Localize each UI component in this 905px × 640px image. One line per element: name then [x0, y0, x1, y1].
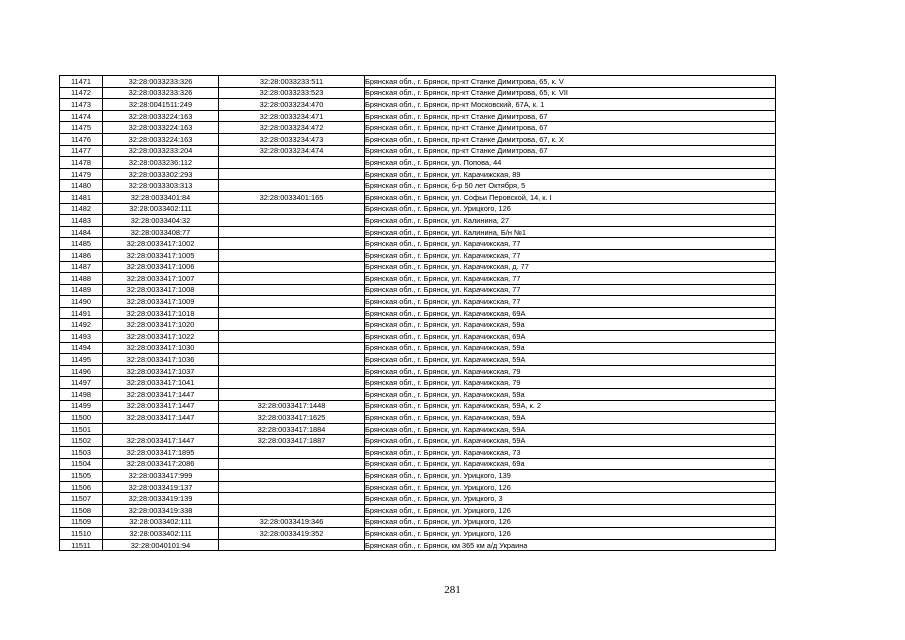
row-number-cell: 11482 — [60, 203, 103, 215]
row-number-cell: 11489 — [60, 284, 103, 296]
sub-cadastral-number-cell — [219, 377, 365, 389]
table-row — [60, 261, 776, 273]
row-number-cell: 11502 — [60, 435, 103, 447]
sub-cadastral-number-cell — [219, 354, 365, 366]
cadastral-number-cell: 32:28:0033419:338 — [103, 504, 219, 516]
address-cell: Брянская обл., г. Брянск, б-р 50 лет Октября, 5 — [365, 180, 776, 192]
table-row — [60, 226, 776, 238]
row-number-cell: 11474 — [60, 110, 103, 122]
table-row — [60, 493, 776, 505]
sub-cadastral-number-cell — [219, 238, 365, 250]
row-number-cell: 11496 — [60, 365, 103, 377]
row-number-cell: 11476 — [60, 133, 103, 145]
sub-cadastral-number-cell — [219, 319, 365, 331]
cadastral-number-cell: 32:28:0033417:1022 — [103, 331, 219, 343]
sub-cadastral-number-cell — [219, 203, 365, 215]
table-row — [60, 122, 776, 134]
sub-cadastral-number-cell — [219, 180, 365, 192]
row-number-cell: 11501 — [60, 423, 103, 435]
table-row — [60, 76, 776, 88]
sub-cadastral-number-cell: 32:28:0033233:523 — [219, 87, 365, 99]
table-row — [60, 249, 776, 261]
address-cell: Брянская обл., г. Брянск, ул. Карачижская, 59а — [365, 342, 776, 354]
table-row — [60, 539, 776, 551]
row-number-cell: 11497 — [60, 377, 103, 389]
sub-cadastral-number-cell — [219, 447, 365, 459]
table-row — [60, 342, 776, 354]
address-cell: Брянская обл., г. Брянск, ул. Карачижская, 59А — [365, 354, 776, 366]
table-row — [60, 157, 776, 169]
row-number-cell: 11478 — [60, 157, 103, 169]
table-row — [60, 273, 776, 285]
table-row — [60, 284, 776, 296]
sub-cadastral-number-cell — [219, 342, 365, 354]
sub-cadastral-number-cell: 32:28:0033417:1448 — [219, 400, 365, 412]
cadastral-number-cell: 32:28:0033401:84 — [103, 191, 219, 203]
table-row — [60, 296, 776, 308]
row-number-cell: 11487 — [60, 261, 103, 273]
sub-cadastral-number-cell: 32:28:0033419:346 — [219, 516, 365, 528]
table-row — [60, 423, 776, 435]
address-cell: Брянская обл., г. Брянск, ул. Софьи Перовской, 14, к. I — [365, 191, 776, 203]
row-number-cell: 11503 — [60, 447, 103, 459]
address-cell: Брянская обл., г. Брянск, ул. Карачижская, 69А — [365, 331, 776, 343]
cadastral-number-cell: 32:28:0033224:163 — [103, 110, 219, 122]
address-cell: Брянская обл., г. Брянск, ул. Карачижская, 77 — [365, 273, 776, 285]
row-number-cell: 11486 — [60, 249, 103, 261]
cadastral-number-cell: 32:28:0033233:326 — [103, 87, 219, 99]
row-number-cell: 11480 — [60, 180, 103, 192]
sub-cadastral-number-cell: 32:28:0033417:1887 — [219, 435, 365, 447]
sub-cadastral-number-cell — [219, 273, 365, 285]
table-row — [60, 389, 776, 401]
row-number-cell: 11494 — [60, 342, 103, 354]
row-number-cell: 11505 — [60, 470, 103, 482]
table-row — [60, 365, 776, 377]
address-cell: Брянская обл., г. Брянск, ул. Карачижская, 77 — [365, 284, 776, 296]
row-number-cell: 11492 — [60, 319, 103, 331]
cadastral-number-cell: 32:28:0033417:1008 — [103, 284, 219, 296]
address-cell: Брянская обл., г. Брянск, пр-кт Станке Димитрова, 65, к. V — [365, 76, 776, 88]
table-row — [60, 180, 776, 192]
cadastral-number-cell — [103, 423, 219, 435]
cadastral-number-cell: 32:28:0033417:1009 — [103, 296, 219, 308]
table-row — [60, 354, 776, 366]
table-row — [60, 481, 776, 493]
cadastral-number-cell: 32:28:0033419:139 — [103, 493, 219, 505]
table-row — [60, 470, 776, 482]
page-number: 281 — [444, 584, 461, 596]
cadastral-number-cell: 32:28:0033417:1447 — [103, 389, 219, 401]
row-number-cell: 11479 — [60, 168, 103, 180]
address-cell: Брянская обл., г. Брянск, ул. Карачижская, 59А, к. 2 — [365, 400, 776, 412]
address-cell: Брянская обл., г. Брянск, ул. Урицкого, 3 — [365, 493, 776, 505]
address-cell: Брянская обл., г. Брянск, ул. Урицкого, 126 — [365, 516, 776, 528]
sub-cadastral-number-cell — [219, 504, 365, 516]
cadastral-number-cell: 32:28:0033417:1895 — [103, 447, 219, 459]
sub-cadastral-number-cell — [219, 493, 365, 505]
row-number-cell: 11491 — [60, 307, 103, 319]
row-number-cell: 11493 — [60, 331, 103, 343]
cadastral-number-cell: 32:28:0033417:1447 — [103, 400, 219, 412]
address-cell: Брянская обл., г. Брянск, ул. Карачижская, 73 — [365, 447, 776, 459]
address-cell: Брянская обл., г. Брянск, км 365 км а/д Украина — [365, 539, 776, 551]
address-cell: Брянская обл., г. Брянск, ул. Калинина, 27 — [365, 215, 776, 227]
sub-cadastral-number-cell — [219, 296, 365, 308]
row-number-cell: 11483 — [60, 215, 103, 227]
cadastral-number-cell: 32:28:0033417:1007 — [103, 273, 219, 285]
row-number-cell: 11472 — [60, 87, 103, 99]
table-row — [60, 203, 776, 215]
row-number-cell: 11507 — [60, 493, 103, 505]
sub-cadastral-number-cell — [219, 481, 365, 493]
address-cell: Брянская обл., г. Брянск, ул. Карачижская, 79 — [365, 365, 776, 377]
address-cell: Брянская обл., г. Брянск, ул. Карачижская, 59А — [365, 423, 776, 435]
row-number-cell: 11485 — [60, 238, 103, 250]
table-row — [60, 458, 776, 470]
table-row — [60, 528, 776, 540]
address-cell: Брянская обл., г. Брянск, ул. Карачижская, 89 — [365, 168, 776, 180]
sub-cadastral-number-cell — [219, 307, 365, 319]
row-number-cell: 11509 — [60, 516, 103, 528]
cadastral-number-cell: 32:28:0033233:326 — [103, 76, 219, 88]
address-cell: Брянская обл., г. Брянск, ул. Карачижская, 59А — [365, 435, 776, 447]
row-number-cell: 11477 — [60, 145, 103, 157]
sub-cadastral-number-cell: 32:28:0033401:165 — [219, 191, 365, 203]
row-number-cell: 11500 — [60, 412, 103, 424]
sub-cadastral-number-cell: 32:28:0033234:470 — [219, 99, 365, 111]
cadastral-number-cell: 32:28:0033402:111 — [103, 516, 219, 528]
address-cell: Брянская обл., г. Брянск, пр-кт Станке Димитрова, 65, к. VII — [365, 87, 776, 99]
row-number-cell: 11511 — [60, 539, 103, 551]
cadastral-number-cell: 32:28:0033417:1002 — [103, 238, 219, 250]
cadastral-number-cell: 32:28:0033404:32 — [103, 215, 219, 227]
row-number-cell: 11475 — [60, 122, 103, 134]
table-row — [60, 400, 776, 412]
sub-cadastral-number-cell: 32:28:0033417:1625 — [219, 412, 365, 424]
sub-cadastral-number-cell: 32:28:0033233:511 — [219, 76, 365, 88]
table-row — [60, 319, 776, 331]
address-cell: Брянская обл., г. Брянск, ул. Карачижская, д. 77 — [365, 261, 776, 273]
sub-cadastral-number-cell — [219, 168, 365, 180]
address-cell: Брянская обл., г. Брянск, ул. Урицкого, 126 — [365, 203, 776, 215]
cadastral-number-cell: 32:28:0033417:1006 — [103, 261, 219, 273]
cadastral-number-cell: 32:28:0033417:1037 — [103, 365, 219, 377]
address-cell: Брянская обл., г. Брянск, ул. Карачижская, 79 — [365, 377, 776, 389]
cadastral-number-cell: 32:28:0033417:1020 — [103, 319, 219, 331]
address-cell: Брянская обл., г. Брянск, ул. Карачижская, 69а — [365, 458, 776, 470]
address-cell: Брянская обл., г. Брянск, пр-кт Станке Димитрова, 67 — [365, 122, 776, 134]
table-row — [60, 377, 776, 389]
cadastral-number-cell: 32:28:0033408:77 — [103, 226, 219, 238]
table-row — [60, 447, 776, 459]
row-number-cell: 11484 — [60, 226, 103, 238]
address-cell: Брянская обл., г. Брянск, пр-кт Станке Димитрова, 67, к. X — [365, 133, 776, 145]
sub-cadastral-number-cell: 32:28:0033417:1884 — [219, 423, 365, 435]
sub-cadastral-number-cell: 32:28:0033234:474 — [219, 145, 365, 157]
cadastral-number-cell: 32:28:0033224:163 — [103, 133, 219, 145]
table-row — [60, 99, 776, 111]
address-cell: Брянская обл., г. Брянск, ул. Урицкого, 126 — [365, 528, 776, 540]
table-row — [60, 331, 776, 343]
row-number-cell: 11508 — [60, 504, 103, 516]
table-row — [60, 504, 776, 516]
cadastral-number-cell: 32:28:0033302:293 — [103, 168, 219, 180]
address-cell: Брянская обл., г. Брянск, ул. Попова, 44 — [365, 157, 776, 169]
address-cell: Брянская обл., г. Брянск, ул. Урицкого, 126 — [365, 481, 776, 493]
sub-cadastral-number-cell: 32:28:0033419:352 — [219, 528, 365, 540]
cadastral-number-cell: 32:28:0033233:204 — [103, 145, 219, 157]
sub-cadastral-number-cell — [219, 365, 365, 377]
cadastral-number-cell: 32:28:0033417:1036 — [103, 354, 219, 366]
sub-cadastral-number-cell — [219, 539, 365, 551]
row-number-cell: 11499 — [60, 400, 103, 412]
sub-cadastral-number-cell: 32:28:0033234:471 — [219, 110, 365, 122]
cadastral-number-cell: 32:28:0040101:94 — [103, 539, 219, 551]
cadastral-number-cell: 32:28:0033417:1005 — [103, 249, 219, 261]
cadastral-number-cell: 32:28:0033417:2086 — [103, 458, 219, 470]
address-cell: Брянская обл., г. Брянск, пр-кт Московский, 67А, к. 1 — [365, 99, 776, 111]
sub-cadastral-number-cell — [219, 389, 365, 401]
sub-cadastral-number-cell: 32:28:0033234:473 — [219, 133, 365, 145]
cadastral-number-cell: 32:28:0033402:111 — [103, 528, 219, 540]
sub-cadastral-number-cell — [219, 470, 365, 482]
table-row — [60, 412, 776, 424]
table-row — [60, 516, 776, 528]
row-number-cell: 11498 — [60, 389, 103, 401]
table-row — [60, 133, 776, 145]
sub-cadastral-number-cell — [219, 458, 365, 470]
table-row — [60, 110, 776, 122]
row-number-cell: 11471 — [60, 76, 103, 88]
cadastral-number-cell: 32:28:0033402:111 — [103, 203, 219, 215]
row-number-cell: 11506 — [60, 481, 103, 493]
address-cell: Брянская обл., г. Брянск, ул. Урицкого, 139 — [365, 470, 776, 482]
table-row — [60, 435, 776, 447]
address-cell: Брянская обл., г. Брянск, ул. Калинина, Б/н №1 — [365, 226, 776, 238]
table-row — [60, 215, 776, 227]
sub-cadastral-number-cell: 32:28:0033234:472 — [219, 122, 365, 134]
address-cell: Брянская обл., г. Брянск, ул. Урицкого, 126 — [365, 504, 776, 516]
cadastral-number-cell: 32:28:0041511:249 — [103, 99, 219, 111]
cadastral-number-cell: 32:28:0033417:1447 — [103, 435, 219, 447]
sub-cadastral-number-cell — [219, 157, 365, 169]
address-cell: Брянская обл., г. Брянск, ул. Карачижская, 77 — [365, 238, 776, 250]
cadastral-number-cell: 32:28:0033417:1018 — [103, 307, 219, 319]
register-table-body — [60, 76, 776, 551]
property-register-table — [59, 75, 776, 551]
sub-cadastral-number-cell — [219, 249, 365, 261]
address-cell: Брянская обл., г. Брянск, пр-кт Станке Димитрова, 67 — [365, 110, 776, 122]
row-number-cell: 11504 — [60, 458, 103, 470]
row-number-cell: 11481 — [60, 191, 103, 203]
address-cell: Брянская обл., г. Брянск, ул. Карачижская, 69А — [365, 307, 776, 319]
sub-cadastral-number-cell — [219, 215, 365, 227]
cadastral-number-cell: 32:28:0033224:163 — [103, 122, 219, 134]
address-cell: Брянская обл., г. Брянск, ул. Карачижская, 59а — [365, 389, 776, 401]
table-row — [60, 238, 776, 250]
row-number-cell: 11488 — [60, 273, 103, 285]
address-cell: Брянская обл., г. Брянск, ул. Карачижская, 59А — [365, 412, 776, 424]
cadastral-number-cell: 32:28:0033417:999 — [103, 470, 219, 482]
sub-cadastral-number-cell — [219, 331, 365, 343]
sub-cadastral-number-cell — [219, 284, 365, 296]
address-cell: Брянская обл., г. Брянск, ул. Карачижская, 59а — [365, 319, 776, 331]
sub-cadastral-number-cell — [219, 226, 365, 238]
row-number-cell: 11510 — [60, 528, 103, 540]
row-number-cell: 11495 — [60, 354, 103, 366]
cadastral-number-cell: 32:28:0033417:1447 — [103, 412, 219, 424]
address-cell: Брянская обл., г. Брянск, ул. Карачижская, 77 — [365, 296, 776, 308]
table-row — [60, 191, 776, 203]
row-number-cell: 11473 — [60, 99, 103, 111]
row-number-cell: 11490 — [60, 296, 103, 308]
table-row — [60, 87, 776, 99]
cadastral-number-cell: 32:28:0033417:1041 — [103, 377, 219, 389]
address-cell: Брянская обл., г. Брянск, пр-кт Станке Димитрова, 67 — [365, 145, 776, 157]
cadastral-number-cell: 32:28:0033236:112 — [103, 157, 219, 169]
cadastral-number-cell: 32:28:0033417:1030 — [103, 342, 219, 354]
address-cell: Брянская обл., г. Брянск, ул. Карачижская, 77 — [365, 249, 776, 261]
table-row — [60, 168, 776, 180]
cadastral-number-cell: 32:28:0033303:313 — [103, 180, 219, 192]
cadastral-number-cell: 32:28:0033419:137 — [103, 481, 219, 493]
sub-cadastral-number-cell — [219, 261, 365, 273]
table-row — [60, 307, 776, 319]
table-row — [60, 145, 776, 157]
